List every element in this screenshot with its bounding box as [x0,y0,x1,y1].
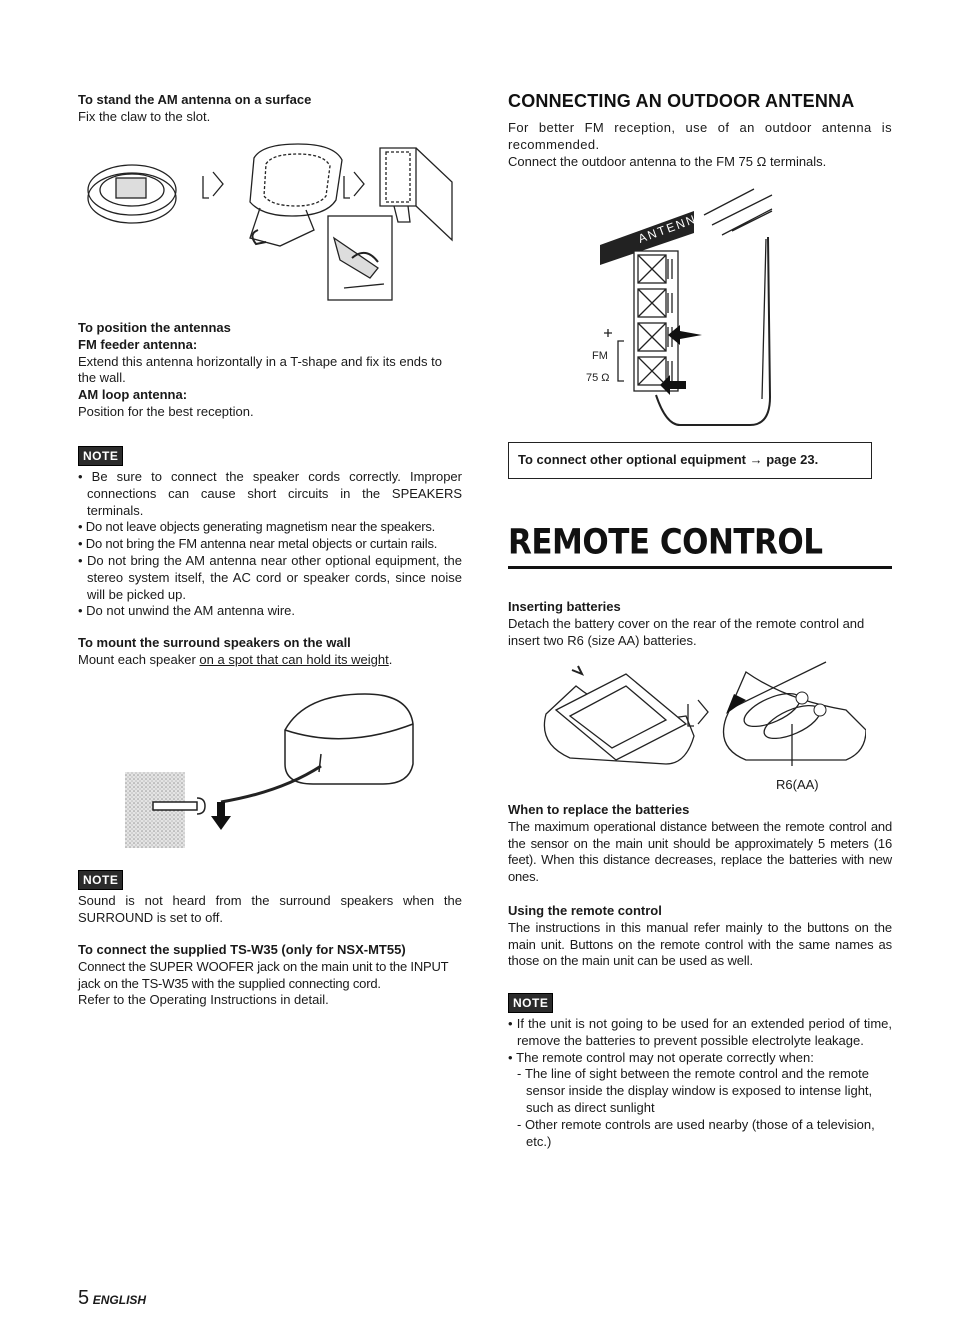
note-section-2 [78,870,462,927]
list-item: - The line of sight between the remote control and the remote sensor inside the display window is exposed to intense light, such as direct sunlight [517,1066,892,1116]
surround-text-pre: Mount each speaker [78,651,200,667]
outdoor-antenna-section [508,90,892,170]
am-loop-heading: AM loop antenna: [78,387,188,403]
surround-text-post: . [388,651,393,667]
fm-feeder-text: Extend this antenna horizontally in a T-shape and fix its ends to the wall. [78,353,442,386]
using-remote-section [508,903,892,970]
list-item: - Other remote controls are used nearby (those of a television, etc.) [517,1117,892,1151]
am-stand-text: Fix the claw to the slot. [78,108,211,124]
position-section [78,320,462,421]
tsw35-section [78,942,462,1009]
list-item: • Do not bring the AM antenna near other optional equipment, the stereo system itself, the AC cord or speaker cords, since noise will be picked up. [78,553,462,603]
tsw35-heading: To connect the supplied TS-W35 (only for NSX-MT55) [78,942,406,957]
fm-feeder-heading: FM feeder antenna: [78,336,198,352]
battery-label: R6(AA) [776,777,819,792]
surround-speaker-illustration [125,690,425,850]
outdoor-antenna-title: CONNECTING AN OUTDOOR ANTENNA [508,91,855,111]
using-remote-text: The instructions in this manual refer mainly to the buttons on the main unit. Buttons on the remote control with the same names as those on the main unit can be used as well. [508,919,892,969]
am-stand-heading: To stand the AM antenna on a surface [78,92,312,107]
inserting-batteries-heading: Inserting batteries [508,599,621,614]
note-sublist-3 [508,1066,892,1150]
outdoor-antenna-illustration [582,185,822,430]
list-item: • If the unit is not going to be used for an extended period of time, remove the batteries to prevent possible electrolyte leakage. [508,1016,892,1050]
title-rule [508,566,892,569]
replace-batteries-heading: When to replace the batteries [508,802,690,817]
replace-batteries-section [508,802,892,886]
page-number: 5 [78,1287,90,1309]
antenna-label: ANTENNA [636,208,709,246]
remote-control-title: REMOTE CONTROL [508,522,823,563]
surround-text [78,652,462,669]
surround-text-underlined: on a spot that can hold its weight [199,651,389,667]
note-badge: NOTE [78,446,123,466]
list-item: • Do not unwind the AM antenna wire. [78,603,462,620]
tsw35-text-2: Refer to the Operating Instructions in detail. [78,992,329,1008]
remote-control-section [508,522,892,569]
outdoor-text-2: Connect the outdoor antenna to the FM 75 Ω terminals. [508,153,827,169]
fm-label: FM [592,350,608,362]
list-item: • Do not bring the FM antenna near metal objects or curtain rails. [78,536,462,553]
list-item: • The remote control may not operate correctly when: [508,1050,892,1067]
page-footer [78,1287,147,1309]
optional-equipment-box [508,442,872,479]
am-antenna-illustration [82,138,462,306]
inserting-batteries-text: Detach the battery cover on the rear of the remote control and insert two R6 (size AA) batteries. [508,615,865,648]
note-list-3 [508,1016,892,1066]
list-item: • Be sure to connect the speaker cords correctly. Improper connections can cause short circuits in the SPEAKERS terminals. [78,469,462,519]
note-section-3 [508,993,892,1150]
replace-batteries-text: The maximum operational distance between the remote control and the sensor on the main unit should be approximately 5 meters (16 feet). When this distance decreases, replace the batteries with new ones. [508,818,892,885]
using-remote-heading: Using the remote control [508,903,662,918]
tsw35-text-1: Connect the SUPER WOOFER jack on the main unit to the INPUT jack on the TS-W35 with the supplied connecting cord. [78,958,449,991]
note-text-2: Sound is not heard from the surround speakers when the SURROUND is set to off. [78,893,462,925]
note-badge: NOTE [78,870,123,890]
note-section-1 [78,446,462,620]
list-item: • Do not leave objects generating magnetism near the speakers. [78,519,462,536]
outdoor-text-1: For better FM reception, use of an outdoor antenna is recommended. [508,120,892,152]
surround-heading: To mount the surround speakers on the wall [78,635,351,650]
optional-equipment-text: To connect other optional equipment → page 23. [508,442,872,479]
note-list-1 [78,469,462,620]
position-heading: To position the antennas [78,320,231,335]
footer-language: ENGLISH [92,1293,147,1307]
am-stand-section [78,92,462,126]
ohm-label: 75 Ω [586,372,610,384]
note-badge: NOTE [508,993,553,1013]
am-loop-text: Position for the best reception. [78,403,254,419]
surround-section [78,635,462,669]
battery-illustration [536,660,866,766]
inserting-batteries-section [508,599,892,649]
